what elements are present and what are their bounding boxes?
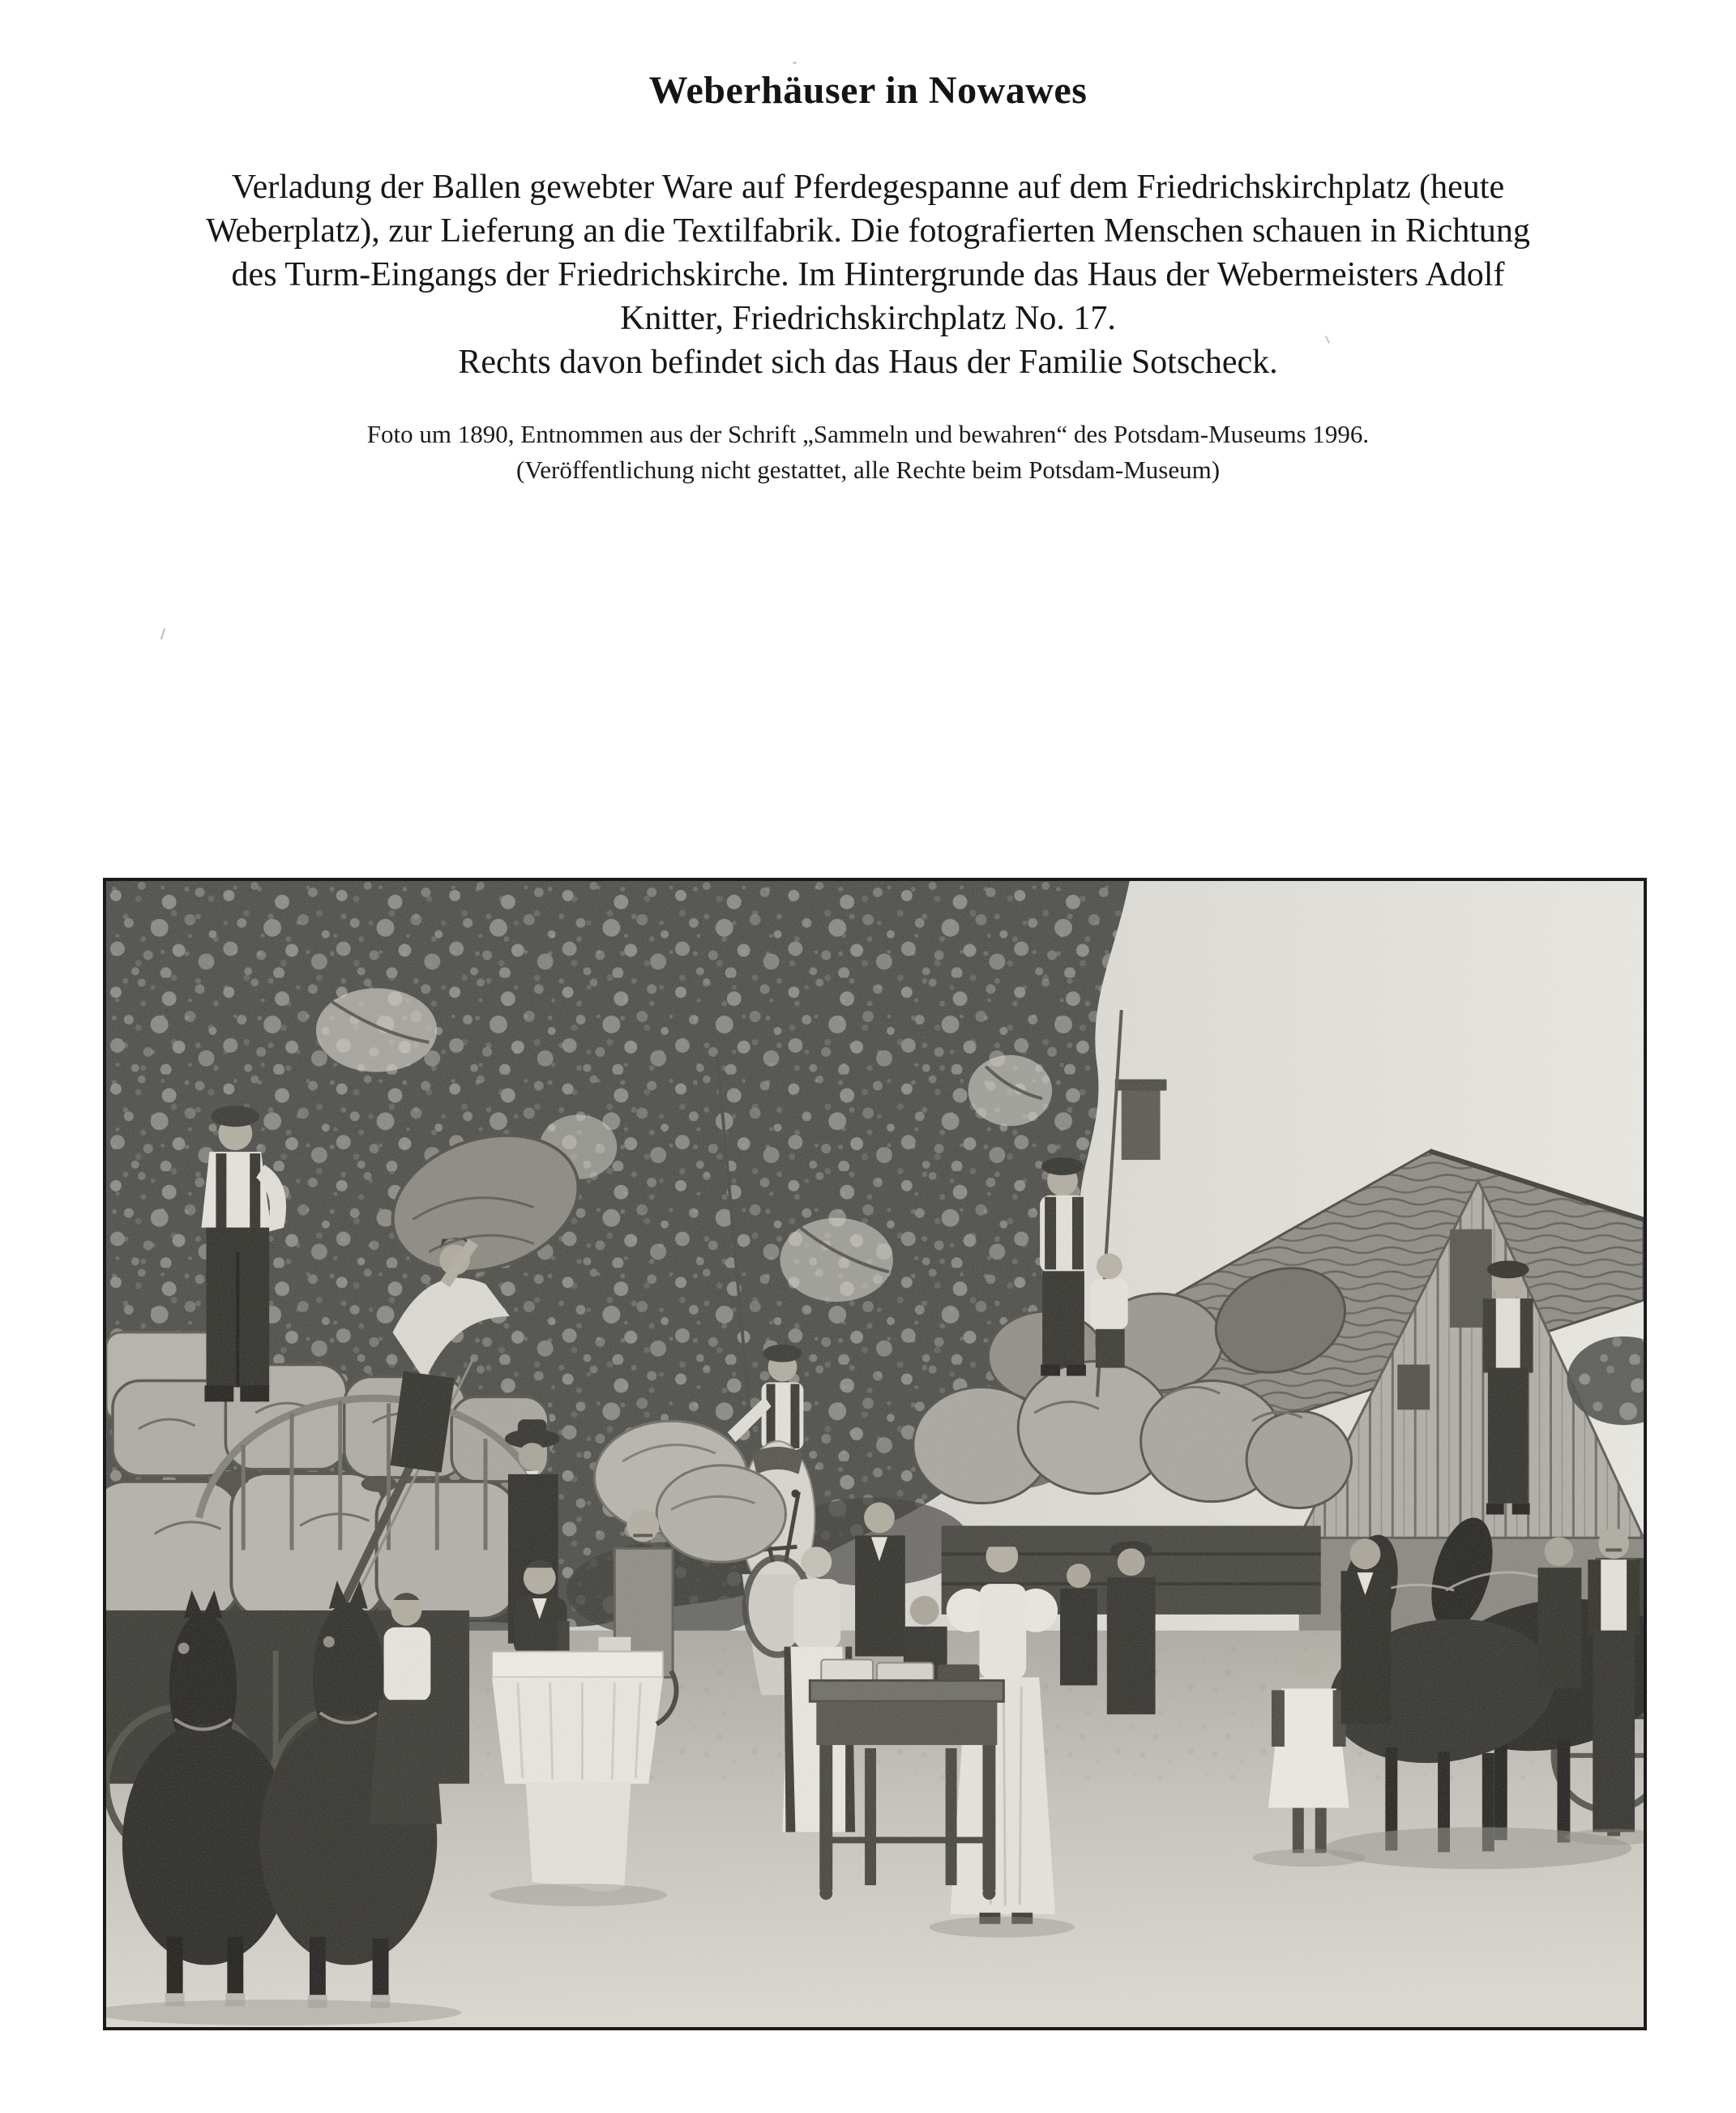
description-line: Knitter, Friedrichskirchplatz No. 17. [620, 300, 1116, 337]
caption-line: Foto um 1890, Entnommen aus der Schrift „Sammeln und bewahren“ des Potsdam-Museums 1996. [366, 420, 1370, 448]
caption-line: (Veröffentlichung nicht gestattet, alle Rechte beim Potsdam-Museum) [515, 456, 1221, 484]
description-line: Rechts davon befindet sich das Haus der Familie Sotscheck. [458, 344, 1278, 381]
description-line: Weberplatz), zur Lieferung an die Textilfabrik. Die fotografierten Menschen schauen in Richtung [206, 212, 1530, 250]
page-title: Weberhäuser in Nowawes [648, 69, 1088, 112]
source-caption [49, 417, 1687, 488]
description-line: Verladung der Ballen gewebter Ware auf Pferdegespanne auf dem Friedrichskirchplatz (heute [231, 169, 1505, 206]
scan-artifact [160, 628, 165, 639]
historical-photo [106, 881, 1644, 2027]
film-grain [106, 881, 1644, 2027]
photo-frame [103, 878, 1647, 2030]
photo-description [32, 165, 1704, 384]
description-line: des Turm-Eingangs der Friedrichskirche. Im Hintergrunde das Haus der Webermeisters Adolf [231, 256, 1505, 293]
scan-artifact [793, 62, 797, 64]
